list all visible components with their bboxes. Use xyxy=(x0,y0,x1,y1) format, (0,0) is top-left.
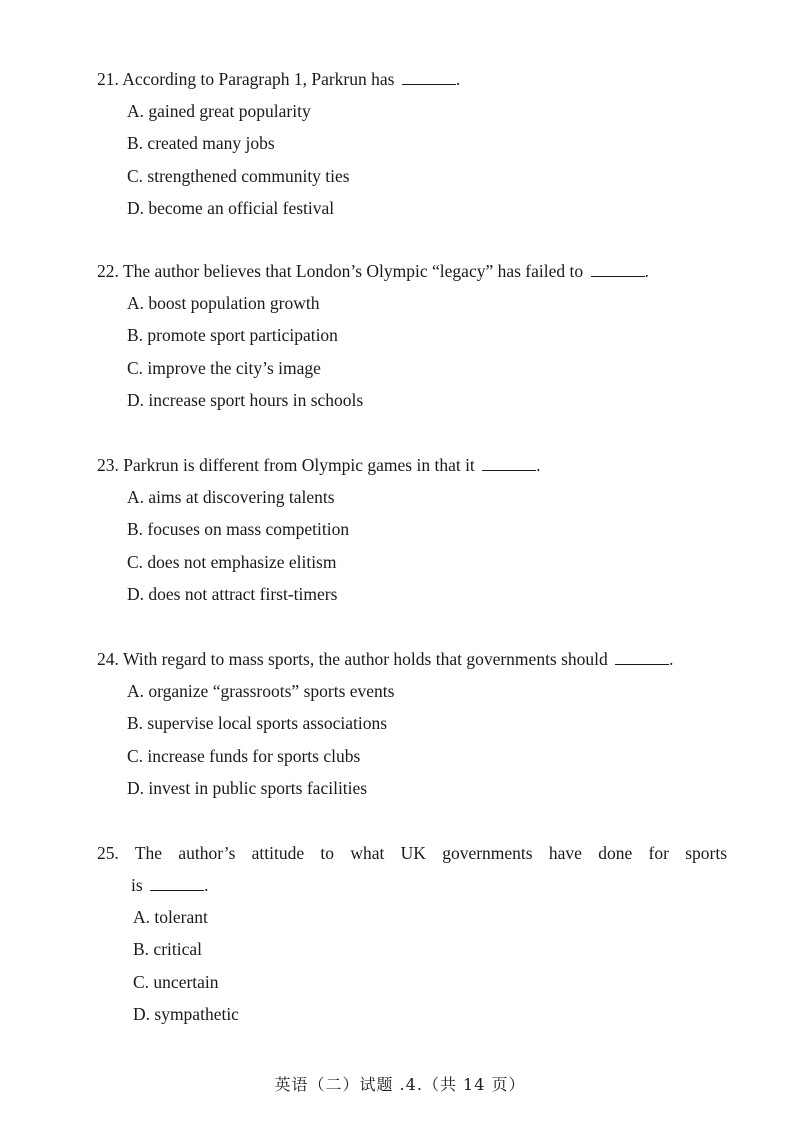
options-list xyxy=(97,287,737,416)
question-number: 21. xyxy=(97,69,119,89)
option-d: D. sympathetic xyxy=(133,1003,239,1024)
answer-blank xyxy=(402,70,456,85)
question-22 xyxy=(97,255,737,416)
question-23 xyxy=(97,449,737,610)
option-b: B. supervise local sports associations xyxy=(127,713,388,734)
question-stem: 23. Parkrun is different from Olympic games in that it . xyxy=(97,455,541,475)
options-list xyxy=(97,95,737,224)
question-stem: 21. According to Paragraph 1, Parkrun has . xyxy=(97,69,461,89)
option-c: C. strengthened community ties xyxy=(127,165,350,186)
question-21 xyxy=(97,63,737,224)
question-stem xyxy=(97,837,727,869)
option-b: B. created many jobs xyxy=(127,133,275,154)
question-24 xyxy=(97,643,737,804)
option-d: D. does not attract first-timers xyxy=(127,583,338,604)
option-a: A. aims at discovering talents xyxy=(127,487,335,507)
options-list xyxy=(97,901,737,1030)
question-25 xyxy=(97,837,737,1030)
question-text: With regard to mass sports, the author holds that governments should xyxy=(122,649,608,669)
option-a: A. tolerant xyxy=(133,907,208,927)
option-c: C. increase funds for sports clubs xyxy=(127,745,361,766)
option-b: B. critical xyxy=(133,939,203,960)
answer-blank xyxy=(150,876,204,891)
answer-blank xyxy=(615,650,669,665)
option-c: C. uncertain xyxy=(133,971,219,992)
option-b: B. promote sport participation xyxy=(127,325,338,346)
question-number: 22. xyxy=(97,261,119,281)
option-d: D. become an official festival xyxy=(127,197,335,218)
question-number: 23. xyxy=(97,455,119,475)
question-text: The author believes that London’s Olympic “legacy” has failed to xyxy=(122,261,584,281)
options-list xyxy=(97,481,737,610)
option-c: C. improve the city’s image xyxy=(127,357,321,378)
page-footer: 英语（二）试题 .4.（共 14 页） xyxy=(274,1075,526,1094)
options-list xyxy=(97,675,737,804)
option-a: A. boost population growth xyxy=(127,293,320,313)
option-d: D. invest in public sports facilities xyxy=(127,777,368,798)
question-text: According to Paragraph 1, Parkrun has xyxy=(122,69,395,89)
option-b: B. focuses on mass competition xyxy=(127,519,350,540)
question-stem-continued: is . xyxy=(131,875,209,895)
question-number: 25. xyxy=(97,843,119,863)
option-a: A. organize “grassroots” sports events xyxy=(127,681,395,701)
question-text: Parkrun is different from Olympic games in that it xyxy=(123,455,475,475)
answer-blank xyxy=(482,456,536,471)
question-stem: 22. The author believes that London’s Olympic “legacy” has failed to . xyxy=(97,261,649,281)
option-c: C. does not emphasize elitism xyxy=(127,551,337,572)
option-d: D. increase sport hours in schools xyxy=(127,389,364,410)
option-a: A. gained great popularity xyxy=(127,101,311,121)
question-text: The author’s attitude to what UK governments have done for sports xyxy=(134,843,728,863)
question-number: 24. xyxy=(97,649,119,669)
question-stem: 24. With regard to mass sports, the author holds that governments should . xyxy=(97,649,674,669)
answer-blank xyxy=(591,262,645,277)
